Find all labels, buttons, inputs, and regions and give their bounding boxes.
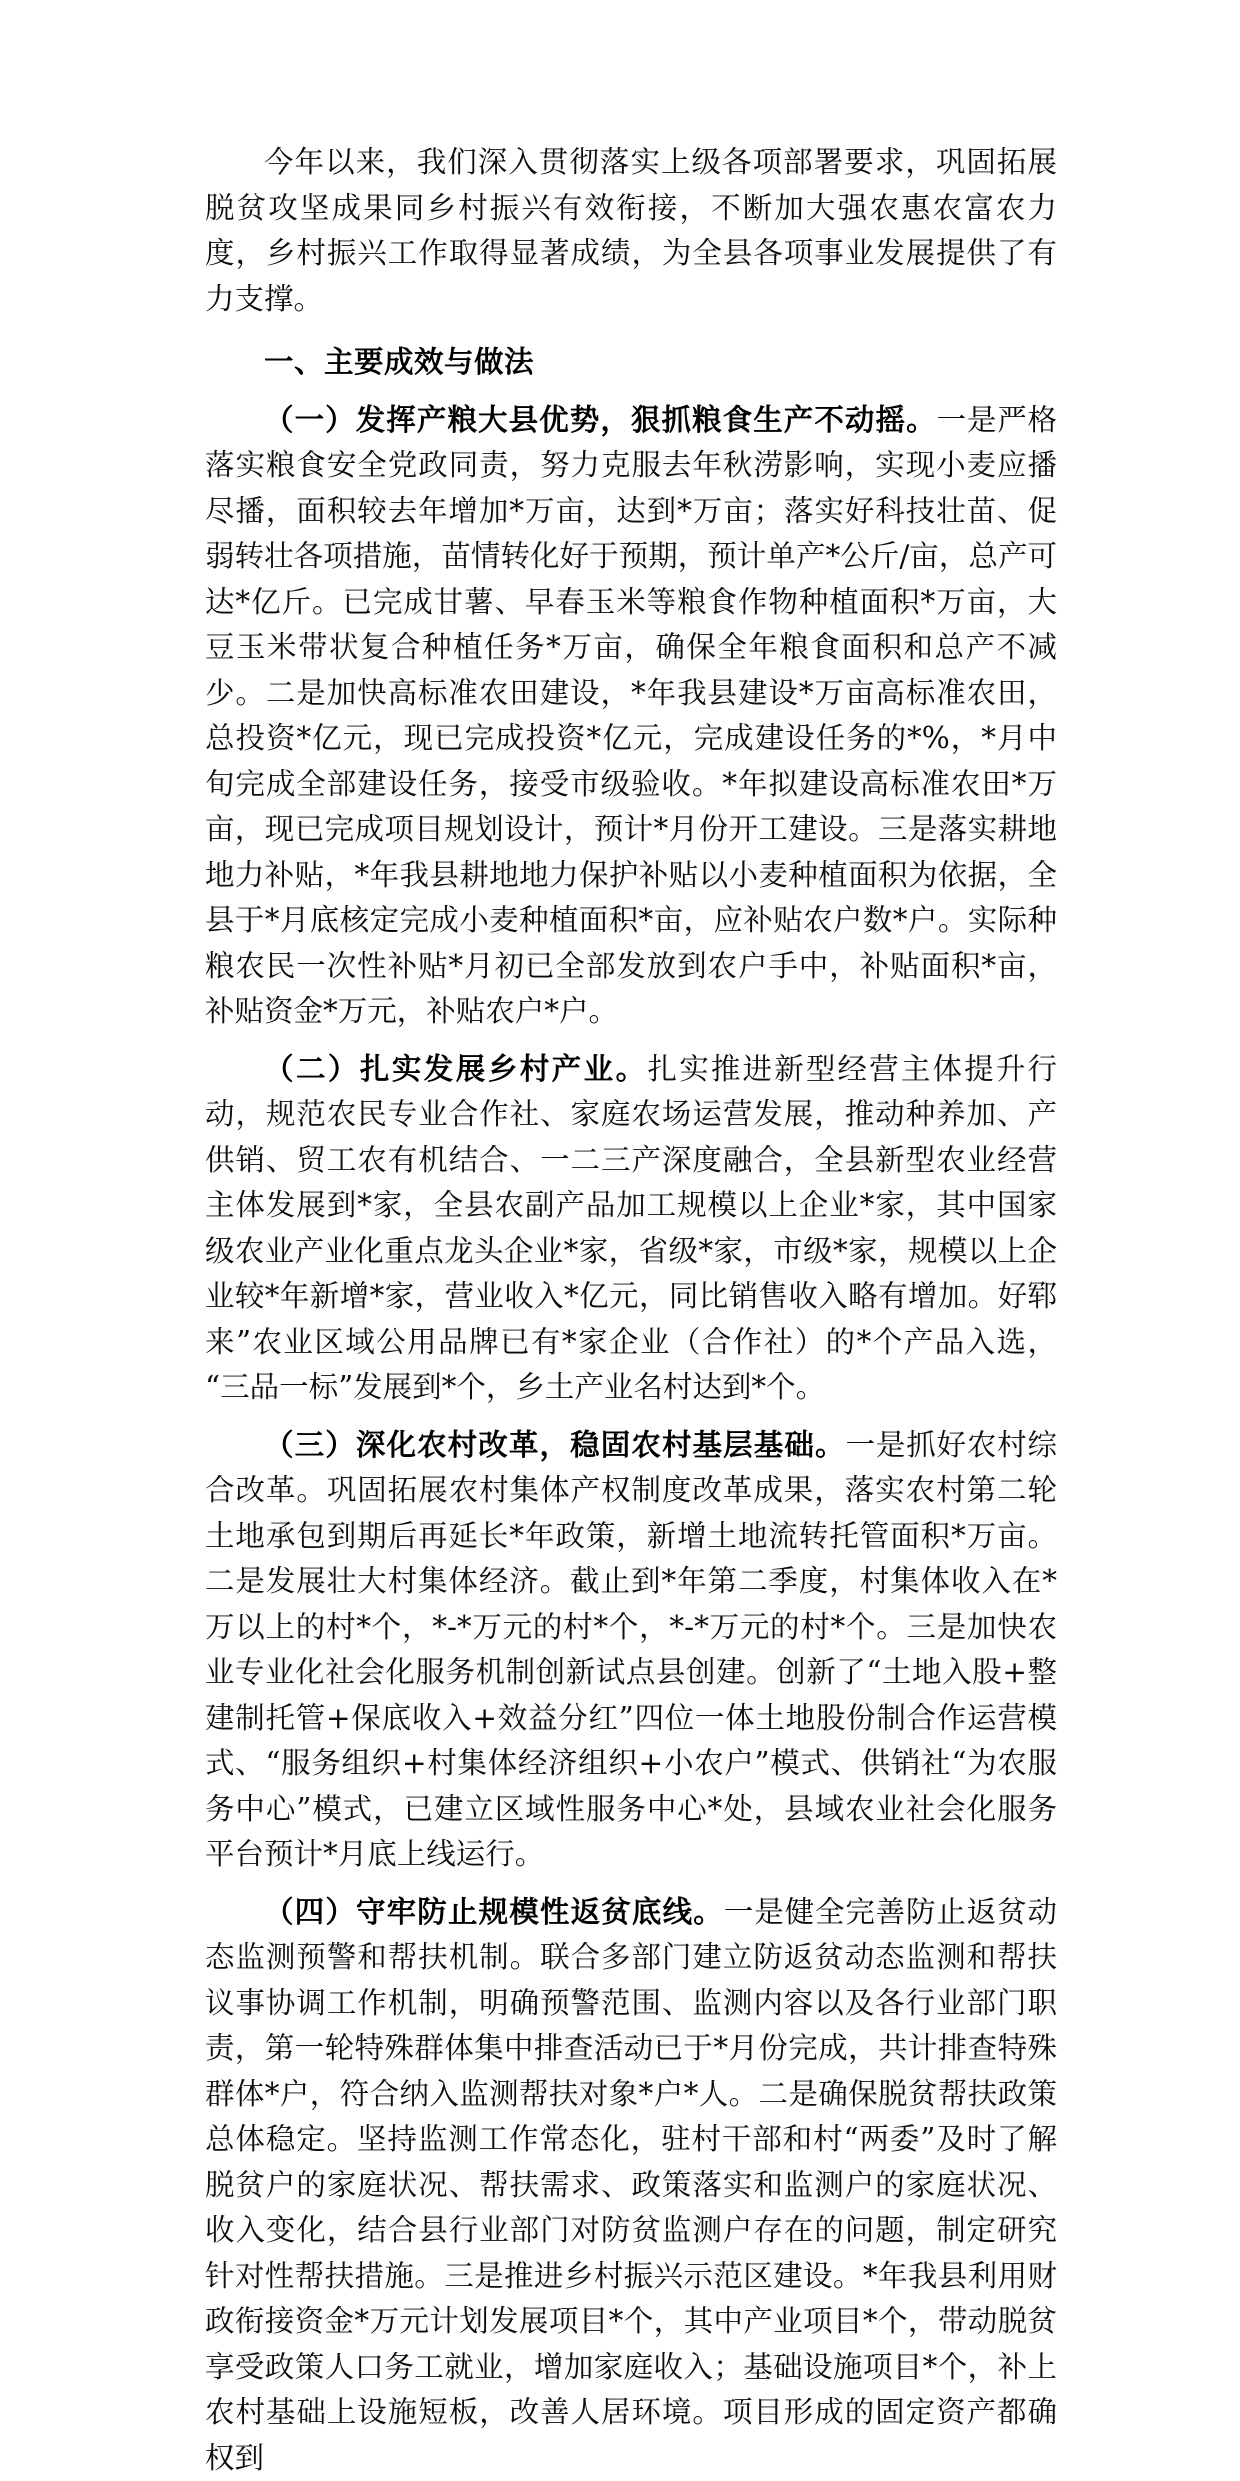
section-text-1: 一是严格落实粮食安全党政同责，努力克服去年秋涝影响，实现小麦应播尽播，面积较去年增加*万亩，达到*万亩；落实好科技壮苗、促弱转壮各项措施，苗情转化好于预期，预计单产*公斤/亩，总产可达*亿斤。已完成甘薯、早春玉米等粮食作物种植面积*万亩，大豆玉米带状复合种植任务*万亩，确保全年粮食面积和总产不减少。二是加快高标准农田建设，*年我县建设*万亩高标准农田，总投资*亿元，现已完成投资*亿元，完成建设任务的*%，*月中旬完成全部建设任务，接受市级验收。*年拟建设高标准农田*万亩，现已完成项目规划设计，预计*月份开工建设。三是落实耕地地力补贴，*年我县耕地地力保护补贴以小麦种植面积为依据，全县于*月底核定完成小麦种植面积*亩，应补贴农户数*户。实际种粮农民一次性补贴*月初已全部发放到农户手中，补贴面积*亩，补贴资金*万元，补贴农户*户。 — [205, 403, 1057, 1029]
document-body — [205, 140, 1057, 2481]
intro-paragraph: 今年以来，我们深入贯彻落实上级各项部署要求，巩固拓展脱贫攻坚成果同乡村振兴有效衔接，不断加大强农惠农富农力度，乡村振兴工作取得显著成绩，为全县各项事业发展提供了有力支撑。 — [205, 140, 1057, 322]
section-text-3: 一是抓好农村综合改革。巩固拓展农村集体产权制度改革成果，落实农村第二轮土地承包到期后再延长*年政策，新增土地流转托管面积*万亩。二是发展壮大村集体经济。截止到*年第二季度，村集体收入在*万以上的村*个，*-*万元的村*个，*-*万元的村*个。三是加快农业专业化社会化服务机制创新试点县创建。创新了“土地入股+整建制托管+保底收入+效益分红”四位一体土地股份制合作运营模式、“服务组织+村集体经济组织+小农户”模式、供销社“为农服务中心”模式，已建立区域性服务中心*处，县域农业社会化服务平台预计*月底上线运行。 — [205, 1428, 1057, 1872]
section-title-3: （三）深化农村改革，稳固农村基层基础。 — [264, 1428, 846, 1462]
section-paragraph-2 — [205, 1047, 1057, 1411]
section-paragraph-4 — [205, 1890, 1057, 2481]
section-text-2: 扎实推进新型经营主体提升行动，规范农民专业合作社、家庭农场运营发展，推动种养加、产供销、贸工农有机结合、一二三产深度融合，全县新型农业经营主体发展到*家，全县农副产品加工规模以上企业*家，其中国家级农业产业化重点龙头企业*家，省级*家，市级*家，规模以上企业较*年新增*家，营业收入*亿元，同比销售收入略有增加。好郓来”农业区域公用品牌已有*家企业（合作社）的*个产品入选，“三品一标”发展到*个，乡土产业名村达到*个。 — [205, 1052, 1057, 1405]
heading-main-achievements: 一、主要成效与做法 — [205, 340, 1057, 386]
section-title-1: （一）发挥产粮大县优势，狠抓粮食生产不动摇。 — [264, 403, 937, 437]
section-text-4: 一是健全完善防止返贫动态监测预警和帮扶机制。联合多部门建立防返贫动态监测和帮扶议事协调工作机制，明确预警范围、监测内容以及各行业部门职责，第一轮特殊群体集中排查活动已于*月份完成，共计排查特殊群体*户，符合纳入监测帮扶对象*户*人。二是确保脱贫帮扶政策总体稳定。坚持监测工作常态化，驻村干部和村“两委”及时了解脱贫户的家庭状况、帮扶需求、政策落实和监测户的家庭状况、收入变化，结合县行业部门对防贫监测户存在的问题，制定研究针对性帮扶措施。三是推进乡村振兴示范区建设。*年我县利用财政衔接资金*万元计划发展项目*个，其中产业项目*个，带动脱贫享受政策人口务工就业，增加家庭收入；基础设施项目*个，补上农村基础上设施短板，改善人居环境。项目形成的固定资产都确权到 — [205, 1895, 1057, 2475]
section-paragraph-1 — [205, 398, 1057, 1035]
section-title-4: （四）守牢防止规模性返贫底线。 — [264, 1895, 724, 1929]
section-title-2: （二）扎实发展乡村产业。 — [264, 1052, 648, 1086]
section-paragraph-3 — [205, 1423, 1057, 1878]
